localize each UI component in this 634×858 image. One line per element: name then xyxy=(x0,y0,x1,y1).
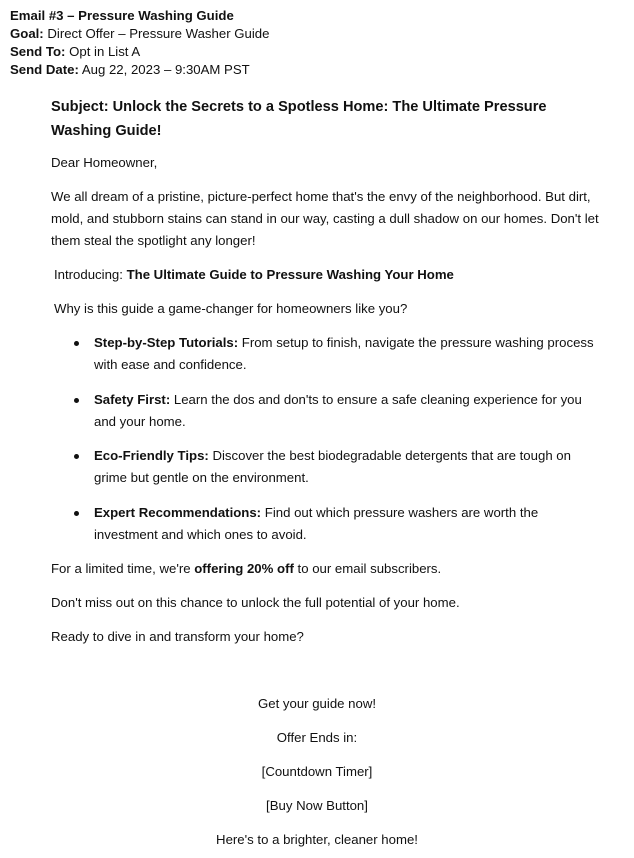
send-date-line xyxy=(10,61,269,79)
send-to-value: Opt in List A xyxy=(65,44,141,59)
guide-title: The Ultimate Guide to Pressure Washing Your Home xyxy=(126,267,454,282)
buy-now-button-placeholder: [Buy Now Button] xyxy=(266,798,368,813)
email-subject: Subject: Unlock the Secrets to a Spotless Home: The Ultimate Pressure Washing Guide! xyxy=(51,99,547,139)
offer-prefix: For a limited time, we're xyxy=(51,561,195,576)
offer-line xyxy=(51,558,611,580)
ready-line: Ready to dive in and transform your home? xyxy=(51,629,304,644)
countdown-timer-placeholder: [Countdown Timer] xyxy=(261,764,373,779)
goal-label: Goal: xyxy=(10,26,44,41)
dont-miss-line: Don't miss out on this chance to unlock the full potential of your home. xyxy=(51,595,460,610)
list-item-title: Expert Recommendations: xyxy=(94,505,262,520)
list-item-body: Learn the dos and don'ts to ensure a safe cleaning experience for you and your home. xyxy=(94,392,582,429)
list-item-body: Find out which pressure washers are worth the investment and which ones to avoid. xyxy=(94,505,539,542)
goal-value: Direct Offer – Pressure Washer Guide xyxy=(43,26,270,41)
list-item-text xyxy=(94,502,594,546)
list-item-text xyxy=(94,332,594,376)
email-title: Email #3 – Pressure Washing Guide xyxy=(10,8,234,23)
bullet-dot xyxy=(74,341,79,346)
bullet-dot xyxy=(74,454,79,459)
offer-ends-text: Offer Ends in: xyxy=(276,730,358,745)
introducing-prefix: Introducing: xyxy=(54,267,127,282)
bullet-dot xyxy=(74,398,79,403)
closing-line: Here's to a brighter, cleaner home! xyxy=(216,832,418,847)
bullet-dot xyxy=(74,511,79,516)
list-item-title: Step-by-Step Tutorials: xyxy=(94,335,239,350)
send-to-line xyxy=(10,43,269,61)
why-line: Why is this guide a game-changer for homeowners like you? xyxy=(54,301,408,316)
greeting: Dear Homeowner, xyxy=(51,155,158,170)
intro-paragraph: We all dream of a pristine, picture-perfect home that's the envy of the neighborhood. But dirt, mold, and stubborn stains can stand in our way, casting a dull shadow on our homes. Don't let them steal the spotlight any longer! xyxy=(51,189,599,248)
send-to-label: Send To: xyxy=(10,44,66,59)
email-meta-header xyxy=(10,7,269,79)
offer-discount: offering 20% off xyxy=(194,561,294,576)
introducing-line xyxy=(54,264,614,286)
list-item-title: Safety First: xyxy=(94,392,171,407)
list-item-body: Discover the best biodegradable detergents that are tough on grime but gentle on the environment. xyxy=(94,448,571,485)
send-date-label: Send Date: xyxy=(10,62,79,77)
list-item-text xyxy=(94,445,594,489)
cta-text: Get your guide now! xyxy=(257,696,377,711)
goal-line xyxy=(10,25,269,43)
list-item-text xyxy=(94,389,594,433)
send-date-value: Aug 22, 2023 – 9:30AM PST xyxy=(78,62,250,77)
list-item-title: Eco-Friendly Tips: xyxy=(94,448,209,463)
list-item-body: From setup to finish, navigate the pressure washing process with ease and confidence. xyxy=(94,335,594,372)
offer-suffix: to our email subscribers. xyxy=(293,561,442,576)
